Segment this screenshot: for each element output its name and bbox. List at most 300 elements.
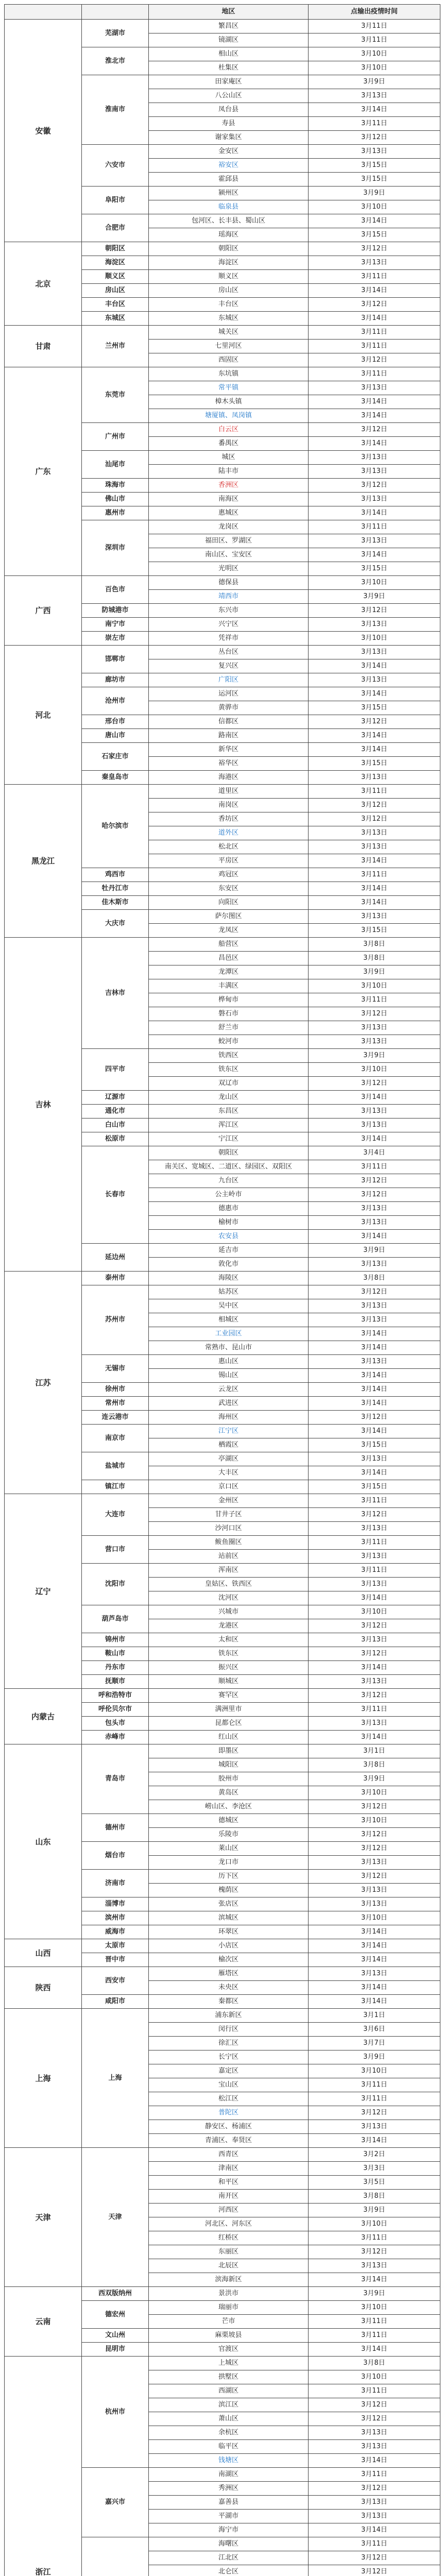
area-cell: 红山区 (149, 1731, 309, 1744)
province-cell: 山东 (5, 1744, 82, 1939)
date-cell: 3月3日 (309, 2162, 440, 2176)
header-cell-province (5, 5, 82, 20)
date-cell: 3月9日 (309, 965, 440, 979)
city-cell: 吉林市 (82, 938, 149, 1049)
area-cell: 丛台区 (149, 646, 309, 659)
date-cell: 3月12日 (309, 1689, 440, 1703)
date-cell: 3月9日 (309, 2204, 440, 2217)
date-cell: 3月12日 (309, 2106, 440, 2120)
area-cell: 和平区 (149, 2176, 309, 2190)
area-cell: 福田区、罗湖区 (149, 534, 309, 548)
city-cell: 珠海市 (82, 479, 149, 493)
header-cell-date: 点输出疫情时间 (309, 5, 440, 20)
date-cell: 3月11日 (309, 2231, 440, 2245)
province-cell: 甘肃 (5, 326, 82, 367)
area-cell: 宁江区 (149, 1132, 309, 1146)
area-cell: 嘉定区 (149, 2064, 309, 2078)
area-cell: 海曙区 (149, 2537, 309, 2551)
date-cell: 3月11日 (309, 1536, 440, 1550)
city-cell: 汕尾市 (82, 451, 149, 479)
city-cell: 廊坊市 (82, 673, 149, 687)
area-cell: 凭祥市 (149, 632, 309, 646)
area-cell: 松江区 (149, 2092, 309, 2106)
city-cell: 连云港市 (82, 1411, 149, 1425)
city-cell: 滨州市 (82, 1911, 149, 1925)
city-cell: 呼伦贝尔市 (82, 1703, 149, 1717)
area-cell: 敦化市 (149, 1258, 309, 1272)
city-cell: 牡丹江市 (82, 882, 149, 896)
date-cell: 3月13日 (309, 1299, 440, 1313)
area-cell: 谢家集区 (149, 131, 309, 145)
area-cell: 嘉善县 (149, 2496, 309, 2510)
area-cell: 雁塔区 (149, 1967, 309, 1981)
area-cell: 云龙区 (149, 1383, 309, 1397)
date-cell: 3月12日 (309, 1619, 440, 1633)
city-cell: 昆明市 (82, 2343, 149, 2357)
city-cell: 哈尔滨市 (82, 785, 149, 868)
area-cell: 裕安区 (149, 159, 309, 173)
date-cell: 3月10日 (309, 1786, 440, 1800)
area-cell: 南湖区 (149, 2468, 309, 2482)
area-cell: 栖霞区 (149, 1438, 309, 1452)
province-cell: 黑龙江 (5, 785, 82, 938)
province-cell: 广东 (5, 367, 82, 576)
city-cell: 淮北市 (82, 47, 149, 75)
date-cell: 3月13日 (309, 1550, 440, 1564)
area-cell: 小店区 (149, 1939, 309, 1953)
city-cell: 烟台市 (82, 1842, 149, 1870)
date-cell: 3月15日 (309, 1438, 440, 1452)
area-cell: 双辽市 (149, 1077, 309, 1091)
date-cell: 3月9日 (309, 2050, 440, 2064)
date-cell: 3月12日 (309, 242, 440, 256)
area-cell: 杜集区 (149, 61, 309, 75)
area-cell: 龙凤区 (149, 924, 309, 938)
date-cell: 3月9日 (309, 187, 440, 200)
date-cell: 3月5日 (309, 2176, 440, 2190)
area-cell: 滨城区 (149, 1911, 309, 1925)
table-row (5, 367, 440, 381)
area-cell: 平房区 (149, 854, 309, 868)
area-cell: 萧山区 (149, 2412, 309, 2426)
date-cell: 3月7日 (309, 2037, 440, 2050)
date-cell: 3月12日 (309, 1870, 440, 1884)
date-cell: 3月13日 (309, 1717, 440, 1731)
area-cell: 东城区 (149, 312, 309, 326)
city-cell: 苏州市 (82, 1285, 149, 1355)
area-cell: 常平镇 (149, 381, 309, 395)
date-cell: 3月15日 (309, 701, 440, 715)
city-cell: 四平市 (82, 1049, 149, 1091)
date-cell: 3月12日 (309, 353, 440, 367)
date-cell: 3月11日 (309, 1160, 440, 1174)
date-cell: 3月12日 (309, 2551, 440, 2565)
area-cell: 南海区 (149, 493, 309, 506)
date-cell: 3月13日 (309, 1313, 440, 1327)
area-cell: 海陵区 (149, 1272, 309, 1285)
area-cell: 寿县 (149, 117, 309, 131)
area-cell: 瑞丽市 (149, 2301, 309, 2315)
date-cell: 3月12日 (309, 298, 440, 312)
date-cell: 3月14日 (309, 1230, 440, 1244)
date-cell: 3月13日 (309, 1216, 440, 1230)
area-cell: 裕华区 (149, 757, 309, 771)
area-cell: 金安区 (149, 145, 309, 159)
area-cell: 桦甸市 (149, 993, 309, 1007)
date-cell: 3月12日 (309, 1800, 440, 1814)
city-cell: 邢台市 (82, 715, 149, 729)
table-row (5, 1744, 440, 1758)
date-cell: 3月13日 (309, 2426, 440, 2440)
date-cell: 3月12日 (309, 1411, 440, 1425)
date-cell: 3月11日 (309, 2078, 440, 2092)
date-cell: 3月12日 (309, 1188, 440, 1202)
area-cell: 闵行区 (149, 2023, 309, 2037)
area-cell: 拱墅区 (149, 2370, 309, 2384)
city-cell: 佳木斯市 (82, 896, 149, 910)
area-cell: 龙港区 (149, 1619, 309, 1633)
date-cell: 3月10日 (309, 1063, 440, 1077)
area-cell: 临平区 (149, 2440, 309, 2454)
area-cell: 滨江区 (149, 2398, 309, 2412)
area-cell: 德保县 (149, 576, 309, 590)
city-cell: 东城区 (82, 312, 149, 326)
date-cell: 3月14日 (309, 1397, 440, 1411)
city-cell: 佛山市 (82, 493, 149, 506)
area-cell: 黄骅市 (149, 701, 309, 715)
area-cell: 秀洲区 (149, 2482, 309, 2496)
area-cell: 常熟市、昆山市 (149, 1341, 309, 1355)
date-cell: 3月13日 (309, 673, 440, 687)
area-cell: 东安区 (149, 882, 309, 896)
date-cell: 3月13日 (309, 618, 440, 632)
city-cell: 大连市 (82, 1494, 149, 1536)
area-cell: 昆都仑区 (149, 1717, 309, 1731)
date-cell: 3月10日 (309, 2301, 440, 2315)
date-cell: 3月4日 (309, 1146, 440, 1160)
area-cell: 张店区 (149, 1897, 309, 1911)
area-cell: 朝阳区 (149, 1146, 309, 1160)
date-cell: 3月10日 (309, 47, 440, 61)
area-cell: 铁东区 (149, 1063, 309, 1077)
area-cell: 红桥区 (149, 2231, 309, 2245)
date-cell: 3月9日 (309, 1772, 440, 1786)
table-row (5, 938, 440, 952)
city-cell: 德州市 (82, 1814, 149, 1842)
date-cell: 3月12日 (309, 1285, 440, 1299)
area-cell: 鸡冠区 (149, 868, 309, 882)
city-cell: 营口市 (82, 1536, 149, 1564)
area-cell: 陆丰市 (149, 465, 309, 479)
table-row (5, 2009, 440, 2023)
date-cell: 3月12日 (309, 131, 440, 145)
area-cell: 公主岭市 (149, 1188, 309, 1202)
date-cell: 3月14日 (309, 882, 440, 896)
date-cell: 3月12日 (309, 1647, 440, 1661)
area-cell: 镜湖区 (149, 33, 309, 47)
city-cell: 秦皇岛市 (82, 771, 149, 785)
date-cell: 3月10日 (309, 1814, 440, 1828)
area-cell: 顺城区 (149, 1675, 309, 1689)
date-cell: 3月11日 (309, 2468, 440, 2482)
date-cell: 3月13日 (309, 381, 440, 395)
area-cell: 滨海新区 (149, 2273, 309, 2287)
province-cell: 江苏 (5, 1272, 82, 1494)
date-cell: 3月13日 (309, 1967, 440, 1981)
date-cell: 3月1日 (309, 1744, 440, 1758)
date-cell: 3月11日 (309, 2384, 440, 2398)
date-cell: 3月8日 (309, 938, 440, 952)
date-cell: 3月12日 (309, 2412, 440, 2426)
area-cell: 道外区 (149, 826, 309, 840)
area-cell: 城区 (149, 451, 309, 465)
area-cell: 向阳区 (149, 896, 309, 910)
area-cell: 赛罕区 (149, 1689, 309, 1703)
city-cell: 泰州市 (82, 1272, 149, 1285)
area-cell: 西青区 (149, 2148, 309, 2162)
city-cell: 青岛市 (82, 1744, 149, 1814)
date-cell: 3月9日 (309, 1049, 440, 1063)
header-cell-area: 地区 (149, 5, 309, 20)
city-cell: 文山州 (82, 2329, 149, 2343)
area-cell: 凤台县 (149, 103, 309, 117)
city-cell: 包头市 (82, 1717, 149, 1731)
date-cell: 3月13日 (309, 256, 440, 270)
table-row (5, 242, 440, 256)
date-cell: 3月11日 (309, 1703, 440, 1717)
area-cell: 城阳区 (149, 1758, 309, 1772)
city-cell: 通化市 (82, 1105, 149, 1118)
date-cell: 3月14日 (309, 1091, 440, 1105)
date-cell: 3月14日 (309, 395, 440, 409)
area-cell: 兴城市 (149, 1605, 309, 1619)
city-cell: 百色市 (82, 576, 149, 604)
area-cell: 环翠区 (149, 1925, 309, 1939)
city-cell: 镇江市 (82, 1480, 149, 1494)
date-cell: 3月10日 (309, 1911, 440, 1925)
city-cell: 济南市 (82, 1870, 149, 1897)
table-row (5, 1689, 440, 1703)
area-cell: 金州区 (149, 1494, 309, 1508)
table-header (5, 5, 440, 20)
date-cell: 3月12日 (309, 812, 440, 826)
date-cell: 3月11日 (309, 117, 440, 131)
date-cell: 3月12日 (309, 715, 440, 729)
date-cell: 3月13日 (309, 451, 440, 465)
area-cell: 东兴市 (149, 604, 309, 618)
area-cell: 余杭区 (149, 2426, 309, 2440)
date-cell: 3月13日 (309, 2496, 440, 2510)
date-cell: 3月8日 (309, 2190, 440, 2204)
area-cell: 宝山区 (149, 2078, 309, 2092)
city-cell: 兰州市 (82, 326, 149, 367)
table-row (5, 1967, 440, 1981)
area-cell: 临泉县 (149, 200, 309, 214)
city-cell: 晋中市 (82, 1953, 149, 1967)
city-cell: 阜阳市 (82, 187, 149, 214)
date-cell: 3月8日 (309, 1272, 440, 1285)
area-cell: 铁西区 (149, 1049, 309, 1063)
area-cell: 鲅鱼圈区 (149, 1536, 309, 1550)
area-cell: 浑南区 (149, 1564, 309, 1578)
date-cell: 3月8日 (309, 952, 440, 965)
date-cell: 3月11日 (309, 1494, 440, 1508)
date-cell: 3月9日 (309, 75, 440, 89)
date-cell: 3月14日 (309, 1341, 440, 1355)
city-cell: 鞍山市 (82, 1647, 149, 1661)
area-cell: 南开区 (149, 2190, 309, 2204)
area-cell: 南关区、宽城区、二道区、绿园区、双阳区 (149, 1160, 309, 1174)
area-cell: 平湖市 (149, 2510, 309, 2523)
date-cell: 3月12日 (309, 2245, 440, 2259)
area-cell: 海淀区 (149, 256, 309, 270)
date-cell: 3月12日 (309, 1007, 440, 1021)
date-cell: 3月10日 (309, 979, 440, 993)
date-cell: 3月13日 (309, 89, 440, 103)
date-cell: 3月14日 (309, 2454, 440, 2468)
area-cell: 芒市 (149, 2315, 309, 2329)
date-cell: 3月15日 (309, 159, 440, 173)
date-cell: 3月14日 (309, 1661, 440, 1675)
city-cell: 嘉兴市 (82, 2468, 149, 2537)
outbreak-area-table (4, 4, 440, 2576)
area-cell: 景洪市 (149, 2287, 309, 2301)
date-cell: 3月12日 (309, 423, 440, 437)
city-cell: 天津 (82, 2148, 149, 2287)
date-cell: 3月11日 (309, 1564, 440, 1578)
area-cell: 农安县 (149, 1230, 309, 1244)
area-cell: 青浦区、奉贤区 (149, 2134, 309, 2148)
province-cell: 安徽 (5, 20, 82, 242)
area-cell: 丰台区 (149, 298, 309, 312)
area-cell: 沈河区 (149, 1591, 309, 1605)
area-cell: 道里区 (149, 785, 309, 799)
area-cell: 河北区、河东区 (149, 2217, 309, 2231)
area-cell: 钱塘区 (149, 2454, 309, 2468)
area-cell: 黄岛区 (149, 1786, 309, 1800)
date-cell: 3月1日 (309, 2009, 440, 2023)
date-cell: 3月15日 (309, 757, 440, 771)
date-cell: 3月10日 (309, 576, 440, 590)
area-cell: 龙口市 (149, 1856, 309, 1870)
area-cell: 靖西市 (149, 590, 309, 604)
date-cell: 3月11日 (309, 868, 440, 882)
date-cell: 3月13日 (309, 771, 440, 785)
area-cell: 西固区 (149, 353, 309, 367)
date-cell: 3月9日 (309, 590, 440, 604)
area-cell: 工业园区 (149, 1327, 309, 1341)
header-row (5, 5, 440, 20)
city-cell: 无锡市 (82, 1355, 149, 1383)
area-cell: 京口区 (149, 1480, 309, 1494)
date-cell: 3月14日 (309, 1383, 440, 1397)
city-cell: 德宏州 (82, 2301, 149, 2329)
city-cell: 深圳市 (82, 520, 149, 576)
date-cell: 3月14日 (309, 284, 440, 298)
area-cell: 莱山区 (149, 1842, 309, 1856)
city-cell: 杭州市 (82, 2357, 149, 2468)
area-cell: 甘井子区 (149, 1508, 309, 1522)
city-cell: 葫芦岛市 (82, 1605, 149, 1633)
area-cell: 路南区 (149, 729, 309, 743)
city-cell: 合肥市 (82, 214, 149, 242)
area-cell: 相城区 (149, 1313, 309, 1327)
area-cell: 白云区 (149, 423, 309, 437)
area-cell: 光明区 (149, 562, 309, 576)
area-cell: 九台区 (149, 1174, 309, 1188)
date-cell: 3月13日 (309, 1884, 440, 1897)
header-cell-city (82, 5, 149, 20)
area-cell: 江宁区 (149, 1425, 309, 1438)
area-cell: 东坑镇 (149, 367, 309, 381)
date-cell: 3月12日 (309, 1842, 440, 1856)
area-cell: 站前区 (149, 1550, 309, 1564)
date-cell: 3月13日 (309, 1452, 440, 1466)
date-cell: 3月14日 (309, 103, 440, 117)
city-cell: 常州市 (82, 1397, 149, 1411)
area-cell: 即墨区 (149, 1744, 309, 1758)
date-cell: 3月13日 (309, 1355, 440, 1369)
province-cell: 云南 (5, 2287, 82, 2357)
area-cell: 广阳区 (149, 673, 309, 687)
date-cell: 3月10日 (309, 2064, 440, 2078)
date-cell: 3月14日 (309, 1939, 440, 1953)
date-cell: 3月14日 (309, 2273, 440, 2287)
date-cell: 3月14日 (309, 312, 440, 326)
date-cell: 3月14日 (309, 1327, 440, 1341)
province-cell: 山西 (5, 1939, 82, 1967)
table-row (5, 326, 440, 340)
date-cell: 3月13日 (309, 1675, 440, 1689)
area-cell: 田家庵区 (149, 75, 309, 89)
date-cell: 3月15日 (309, 562, 440, 576)
area-cell: 霍邱县 (149, 173, 309, 187)
city-cell: 沈阳市 (82, 1564, 149, 1605)
date-cell: 3月14日 (309, 214, 440, 228)
city-cell: 丰台区 (82, 298, 149, 312)
area-cell: 大丰区 (149, 1466, 309, 1480)
area-cell: 皇姑区、铁西区 (149, 1578, 309, 1591)
date-cell: 3月14日 (309, 1369, 440, 1383)
area-cell: 朝阳区 (149, 242, 309, 256)
area-cell: 延吉市 (149, 1244, 309, 1258)
date-cell: 3月12日 (309, 2398, 440, 2412)
date-cell: 3月14日 (309, 1466, 440, 1480)
date-cell: 3月12日 (309, 2482, 440, 2496)
date-cell: 3月10日 (309, 1605, 440, 1619)
date-cell: 3月11日 (309, 340, 440, 353)
date-cell: 3月10日 (309, 632, 440, 646)
area-cell: 海州区 (149, 1411, 309, 1425)
area-cell: 兴宁区 (149, 618, 309, 632)
city-cell: 惠州市 (82, 506, 149, 520)
area-cell: 乐陵市 (149, 1828, 309, 1842)
table-row (5, 785, 440, 799)
city-cell: 长春市 (82, 1146, 149, 1244)
area-cell: 海宁市 (149, 2523, 309, 2537)
city-cell: 顺义区 (82, 270, 149, 284)
city-cell: 淄博市 (82, 1897, 149, 1911)
date-cell: 3月14日 (309, 743, 440, 757)
area-cell: 东丽区 (149, 2245, 309, 2259)
date-cell: 3月14日 (309, 1953, 440, 1967)
date-cell: 3月15日 (309, 173, 440, 187)
city-cell: 徐州市 (82, 1383, 149, 1397)
city-cell: 沧州市 (82, 687, 149, 715)
table-row (5, 20, 440, 33)
area-cell: 长宁区 (149, 2050, 309, 2064)
province-cell: 陕西 (5, 1967, 82, 2009)
